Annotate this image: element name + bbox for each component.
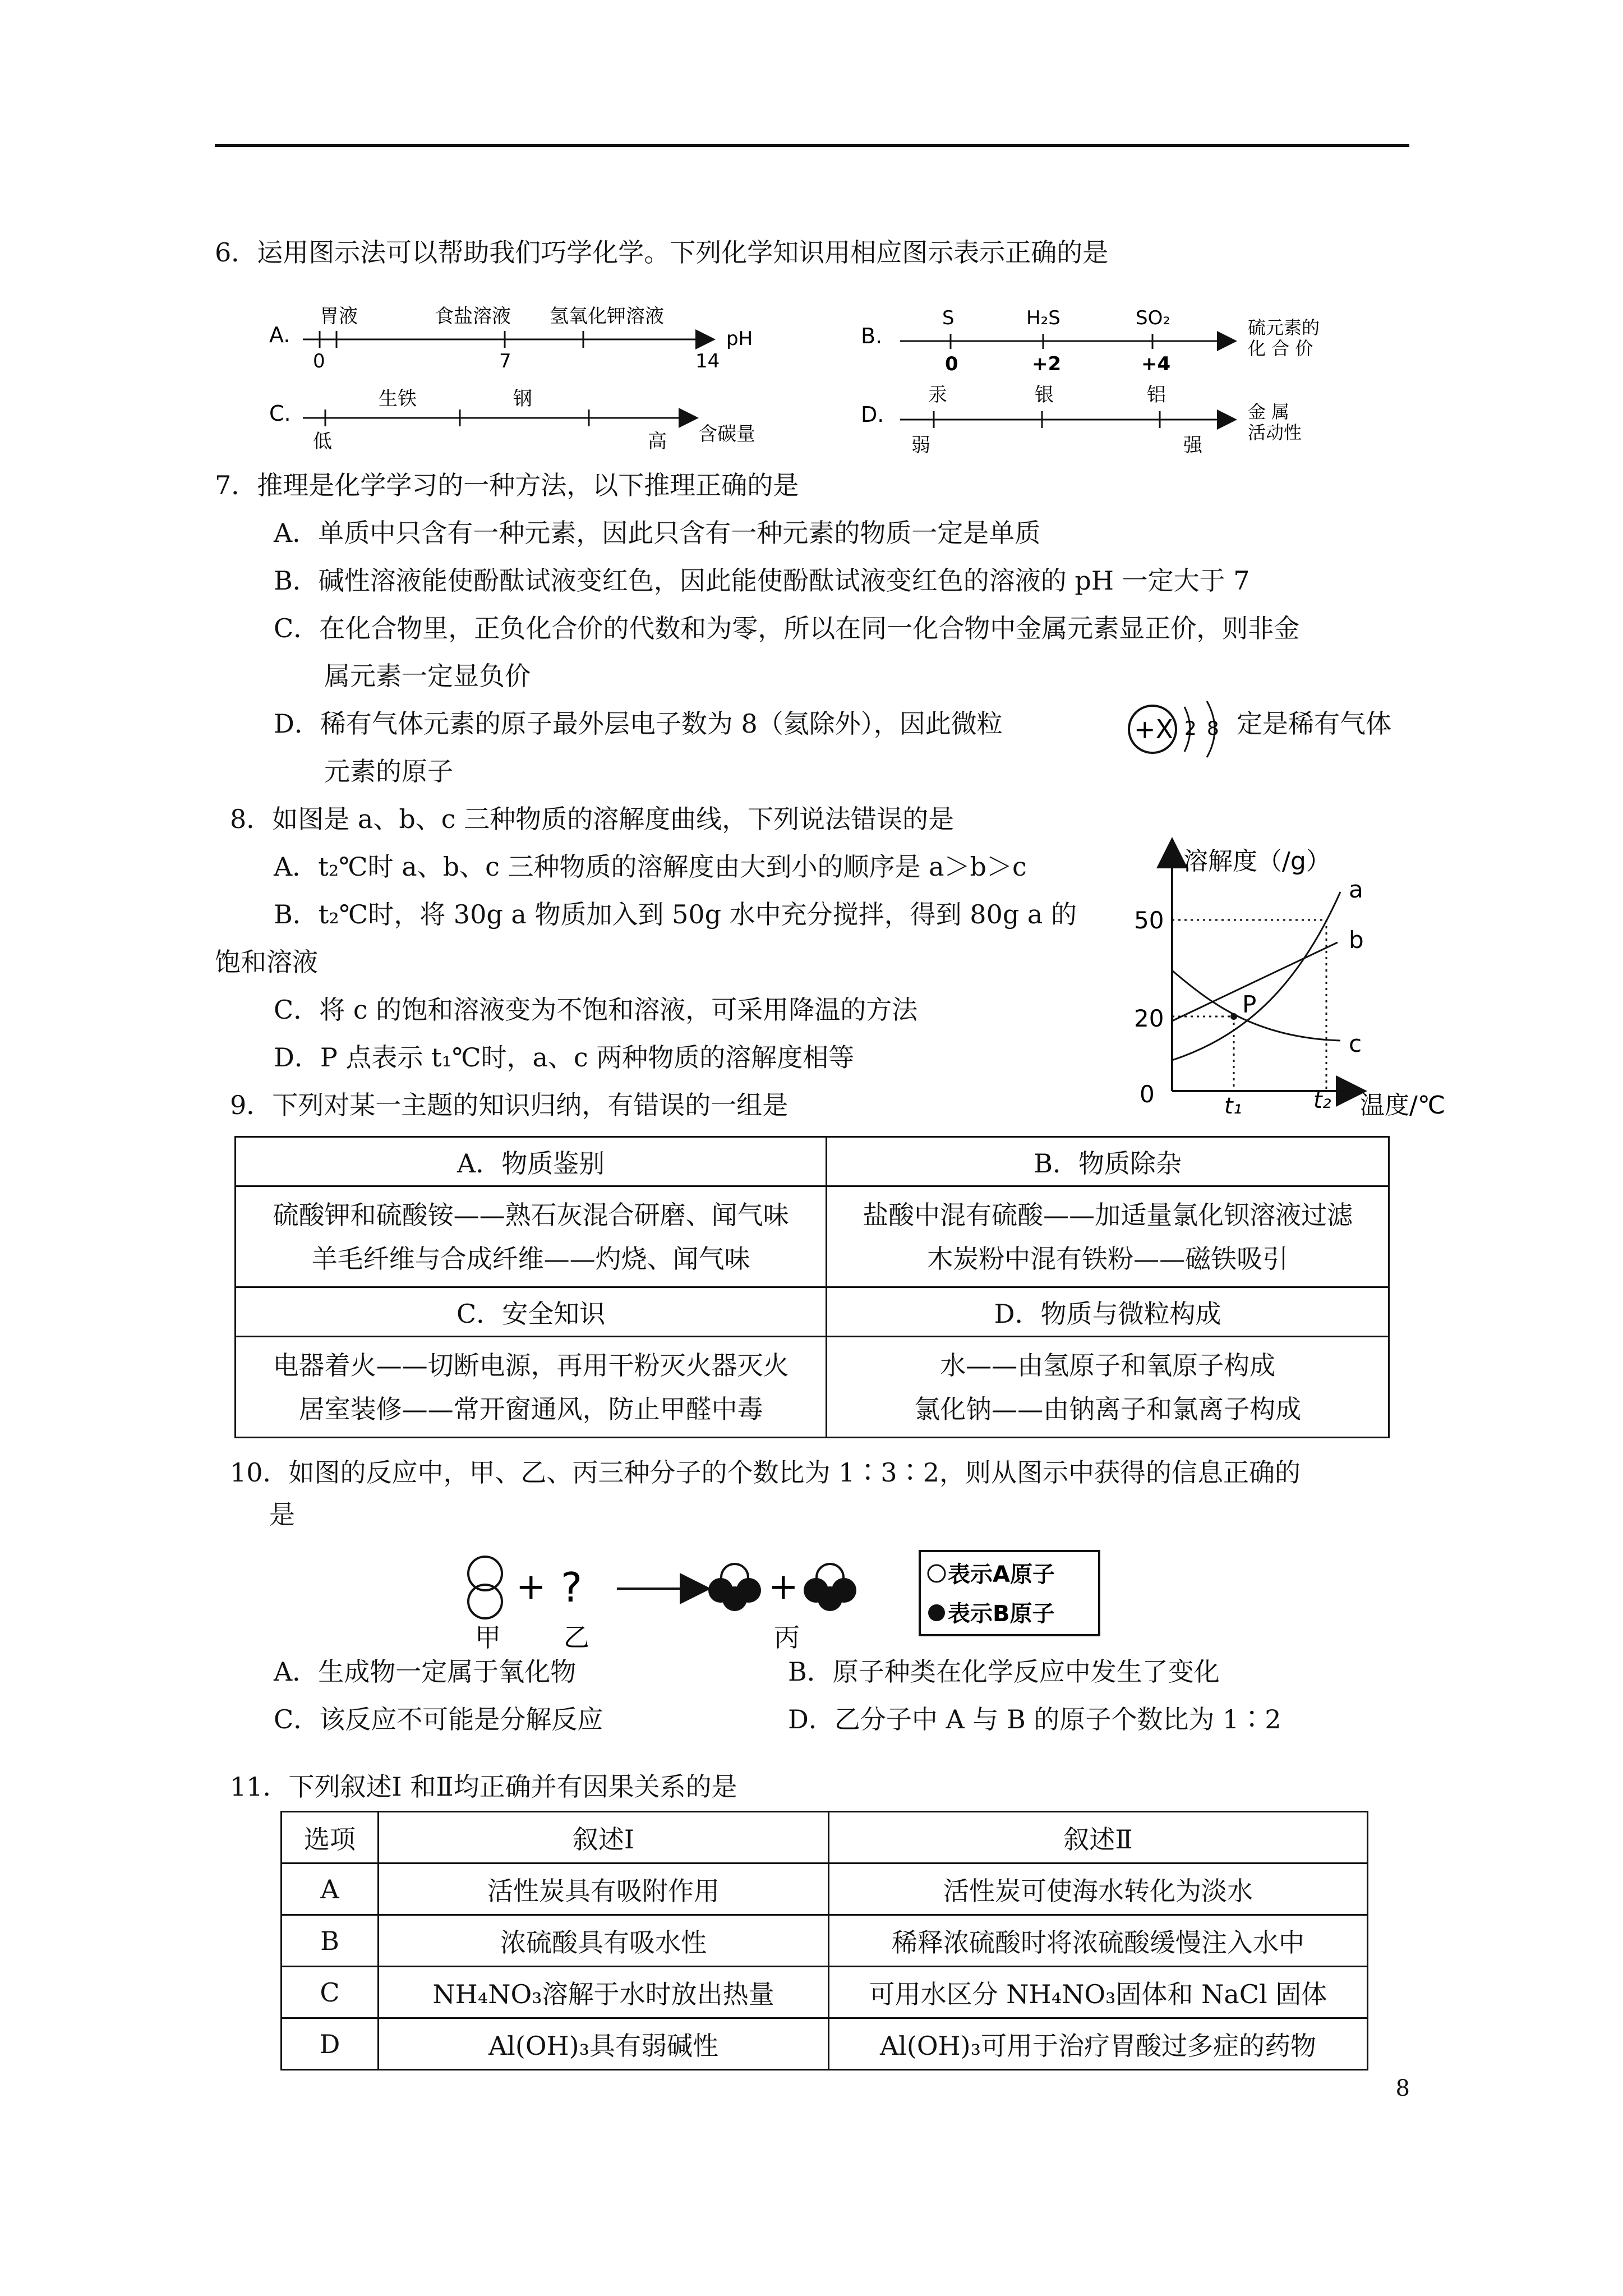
point-p-label: P <box>1242 991 1257 1018</box>
svg-text:2: 2 <box>1184 717 1197 740</box>
q6-b-value-0: 0 <box>945 353 958 375</box>
q7-stem: 7．推理是化学学习的一种方法，以下推理正确的是 <box>215 470 799 500</box>
curve-a <box>1172 892 1340 1060</box>
svg-text:8: 8 <box>1207 717 1219 740</box>
svg-text:表示A原子: 表示A原子 <box>948 1562 1055 1588</box>
q6-d-weak: 弱 <box>911 434 930 457</box>
q10-option-d: D．乙分子中 A 与 B 的原子个数比为 1∶2 <box>788 1704 1281 1734</box>
q7-option-a: A．单质中只含有一种元素，因此只含有一种元素的物质一定是单质 <box>274 518 1041 548</box>
q6-d-axis-line1: 金 属 <box>1248 401 1290 422</box>
q6-d-label-0: 汞 <box>928 384 947 406</box>
point-p <box>1230 1013 1237 1020</box>
q11-row-d-statement1: Al(OH)₃具有弱碱性 <box>379 2018 829 2070</box>
header-rule <box>215 144 1409 147</box>
q6-a-tick-0: 0 <box>313 350 325 372</box>
q11-row-b-option: B <box>282 1915 379 1967</box>
q9-d-line2: 氯化钠——由钠离子和氯离子构成 <box>914 1393 1302 1424</box>
q9-c-line2: 居室装修——常开窗通风，防止甲醛中毒 <box>298 1393 763 1424</box>
q9-table <box>234 1136 1390 1438</box>
q6-b-value-1: +2 <box>1032 353 1062 375</box>
q9-d-head: D．物质与微粒构成 <box>827 1287 1389 1337</box>
q11-row-c-statement1: NH₄NO₃溶解于水时放出热量 <box>379 1967 829 2018</box>
q11-row-a-statement2: 活性炭可使海水转化为淡水 <box>829 1864 1368 1915</box>
q6-c-label-1: 钢 <box>513 388 532 410</box>
q10-option-b: B．原子种类在化学反应中发生了变化 <box>788 1657 1220 1687</box>
q11-table <box>280 1811 1368 2070</box>
q6-d-axis-line2: 活动性 <box>1248 422 1302 443</box>
svg-text:+X: +X <box>1134 714 1174 744</box>
q10-stem-line2: 是 <box>269 1499 295 1530</box>
q6-d-label-2: 铝 <box>1147 384 1166 406</box>
q6-d-label-1: 银 <box>1035 384 1054 406</box>
svg-text:?: ? <box>561 1564 583 1611</box>
q9-a-line1: 硫酸钾和硫酸铵——熟石灰混合研磨、闻气味 <box>273 1199 789 1230</box>
curve-c-label: c <box>1349 1030 1362 1057</box>
t2-label: t₂ <box>1313 1088 1331 1114</box>
solubility-curve-graph <box>1127 836 1497 1128</box>
svg-text:+: + <box>768 1566 799 1608</box>
q11-header-option: 选项 <box>282 1812 379 1864</box>
q11-row-a-option: A <box>282 1864 379 1915</box>
page-number: 8 <box>1395 2076 1410 2101</box>
q11-header-statement1: 叙述Ⅰ <box>379 1812 829 1864</box>
q6-b-species-1: H₂S <box>1026 307 1061 329</box>
q11-row-b-statement2: 稀释浓硫酸时将浓硫酸缓慢注入水中 <box>829 1915 1368 1967</box>
q6-c-high: 高 <box>648 430 667 453</box>
svg-text:甲: 甲 <box>475 1622 501 1653</box>
curve-a-label: a <box>1349 876 1363 903</box>
q6-stem: 6．运用图示法可以帮助我们巧学化学。下列化学知识用相应图示表示正确的是 <box>215 237 1109 268</box>
q9-c-line1: 电器着火——切断电源，再用干粉灭火器灭火 <box>273 1350 789 1381</box>
q10-stem-line1: 10．如图的反应中，甲、乙、丙三种分子的个数比为 1∶3∶2，则从图示中获得的信息正确的 <box>230 1457 1301 1488</box>
q7-option-d-line1: D．稀有气体元素的原子最外层电子数为 8（氦除外），因此微粒 <box>274 708 1003 739</box>
q8-option-d: D．P 点表示 t₁℃时，a、c 两种物质的溶解度相等 <box>274 1042 855 1073</box>
y-tick-50: 50 <box>1134 907 1164 934</box>
q7-option-b: B．碱性溶液能使酚酞试液变红色，因此能使酚酞试液变红色的溶液的 pH 一定大于 7 <box>274 565 1250 596</box>
q6-diagrams <box>247 297 1357 466</box>
q9-a-head: A．物质鉴别 <box>236 1137 827 1186</box>
q8-stem: 8．如图是 a、b、c 三种物质的溶解度曲线，下列说法错误的是 <box>230 804 955 834</box>
q11-row-a-statement1: 活性炭具有吸附作用 <box>379 1864 829 1915</box>
q6-a-tick-1: 7 <box>499 350 511 372</box>
q6-b-species-2: SO₂ <box>1136 307 1170 329</box>
q9-b-line2: 木炭粉中混有铁粉——磁铁吸引 <box>927 1243 1289 1274</box>
q6-d-strong: 强 <box>1183 434 1202 457</box>
q11-stem: 11．下列叙述Ⅰ 和Ⅱ均正确并有因果关系的是 <box>230 1772 737 1802</box>
q9-stem: 9．下列对某一主题的知识归纳，有错误的一组是 <box>230 1090 789 1120</box>
q7-option-d-tail: 定是稀有气体 <box>1237 708 1391 739</box>
q9-a-line2: 羊毛纤维与合成纤维——灼烧、闻气味 <box>311 1243 750 1274</box>
q6-a-label-0: 胃液 <box>320 305 358 328</box>
x-axis-label: 温度/℃ <box>1360 1091 1446 1120</box>
q8-option-b-line1: B．t₂℃时，将 30g a 物质加入到 50g 水中充分搅拌，得到 80g a 的 <box>274 899 1077 930</box>
q7-option-c-line2: 属元素一定显负价 <box>324 661 531 691</box>
q9-c-head: C．安全知识 <box>236 1287 827 1337</box>
q7-option-c-line1: C．在化合物里，正负化合价的代数和为零，所以在同一化合物中金属元素显正价，则非金 <box>274 613 1300 643</box>
q9-b-head: B．物质除杂 <box>827 1137 1389 1186</box>
q11-header-statement2: 叙述Ⅱ <box>829 1812 1368 1864</box>
y-tick-20: 20 <box>1134 1005 1164 1032</box>
q7-option-d-line2: 元素的原子 <box>324 756 453 786</box>
svg-text:+: + <box>516 1566 546 1608</box>
q6-c-axis: 含碳量 <box>698 423 755 445</box>
svg-text:表示B原子: 表示B原子 <box>948 1601 1055 1627</box>
reaction-diagram <box>460 1543 1110 1655</box>
q10-option-c: C．该反应不可能是分解反应 <box>274 1704 603 1734</box>
q11-row-d-statement2: Al(OH)₃可用于治疗胃酸过多症的药物 <box>829 2018 1368 2070</box>
q6-c-label-0: 生铁 <box>379 388 417 410</box>
q8-option-c: C．将 c 的饱和溶液变为不饱和溶液，可采用降温的方法 <box>274 995 918 1025</box>
y-axis-label: 溶解度（/g） <box>1183 847 1331 876</box>
origin-label: 0 <box>1140 1080 1155 1108</box>
q11-row-d-option: D <box>282 2018 379 2070</box>
q6-a-tick-2: 14 <box>695 350 720 372</box>
q6-b-axis-line1: 硫元素的 <box>1248 317 1320 338</box>
q6-c-letter: C. <box>269 401 291 426</box>
curve-b-label: b <box>1349 926 1364 954</box>
q6-b-axis-line2: 化 合 价 <box>1248 338 1313 359</box>
q6-a-axis: pH <box>726 328 753 350</box>
q8-option-a: A．t₂℃时 a、b、c 三种物质的溶解度由大到小的顺序是 a＞b＞c <box>274 852 1027 882</box>
q6-a-label-1: 食盐溶液 <box>435 305 511 328</box>
q8-option-b-line2: 饱和溶液 <box>215 947 318 977</box>
q6-b-species-0: S <box>942 307 955 329</box>
t1-label: t₁ <box>1224 1093 1242 1119</box>
svg-text:丙: 丙 <box>774 1622 800 1653</box>
q6-b-value-2: +4 <box>1141 353 1171 375</box>
q11-row-c-option: C <box>282 1967 379 2018</box>
atom-structure-diagram <box>1122 696 1239 763</box>
q9-b-line1: 盐酸中混有硫酸——加适量氯化钡溶液过滤 <box>863 1199 1353 1230</box>
q11-row-c-statement2: 可用水区分 NH₄NO₃固体和 NaCl 固体 <box>829 1967 1368 2018</box>
q6-d-letter: D. <box>861 402 884 427</box>
q6-a-label-2: 氢氧化钾溶液 <box>550 305 664 328</box>
q9-d-line1: 水——由氢原子和氧原子构成 <box>940 1350 1276 1381</box>
q6-a-letter: A. <box>269 323 291 347</box>
q6-b-letter: B. <box>861 324 883 348</box>
q6-c-low: 低 <box>313 430 332 453</box>
q11-row-b-statement1: 浓硫酸具有吸水性 <box>379 1915 829 1967</box>
svg-text:乙: 乙 <box>564 1622 589 1653</box>
q10-option-a: A．生成物一定属于氧化物 <box>274 1657 577 1687</box>
